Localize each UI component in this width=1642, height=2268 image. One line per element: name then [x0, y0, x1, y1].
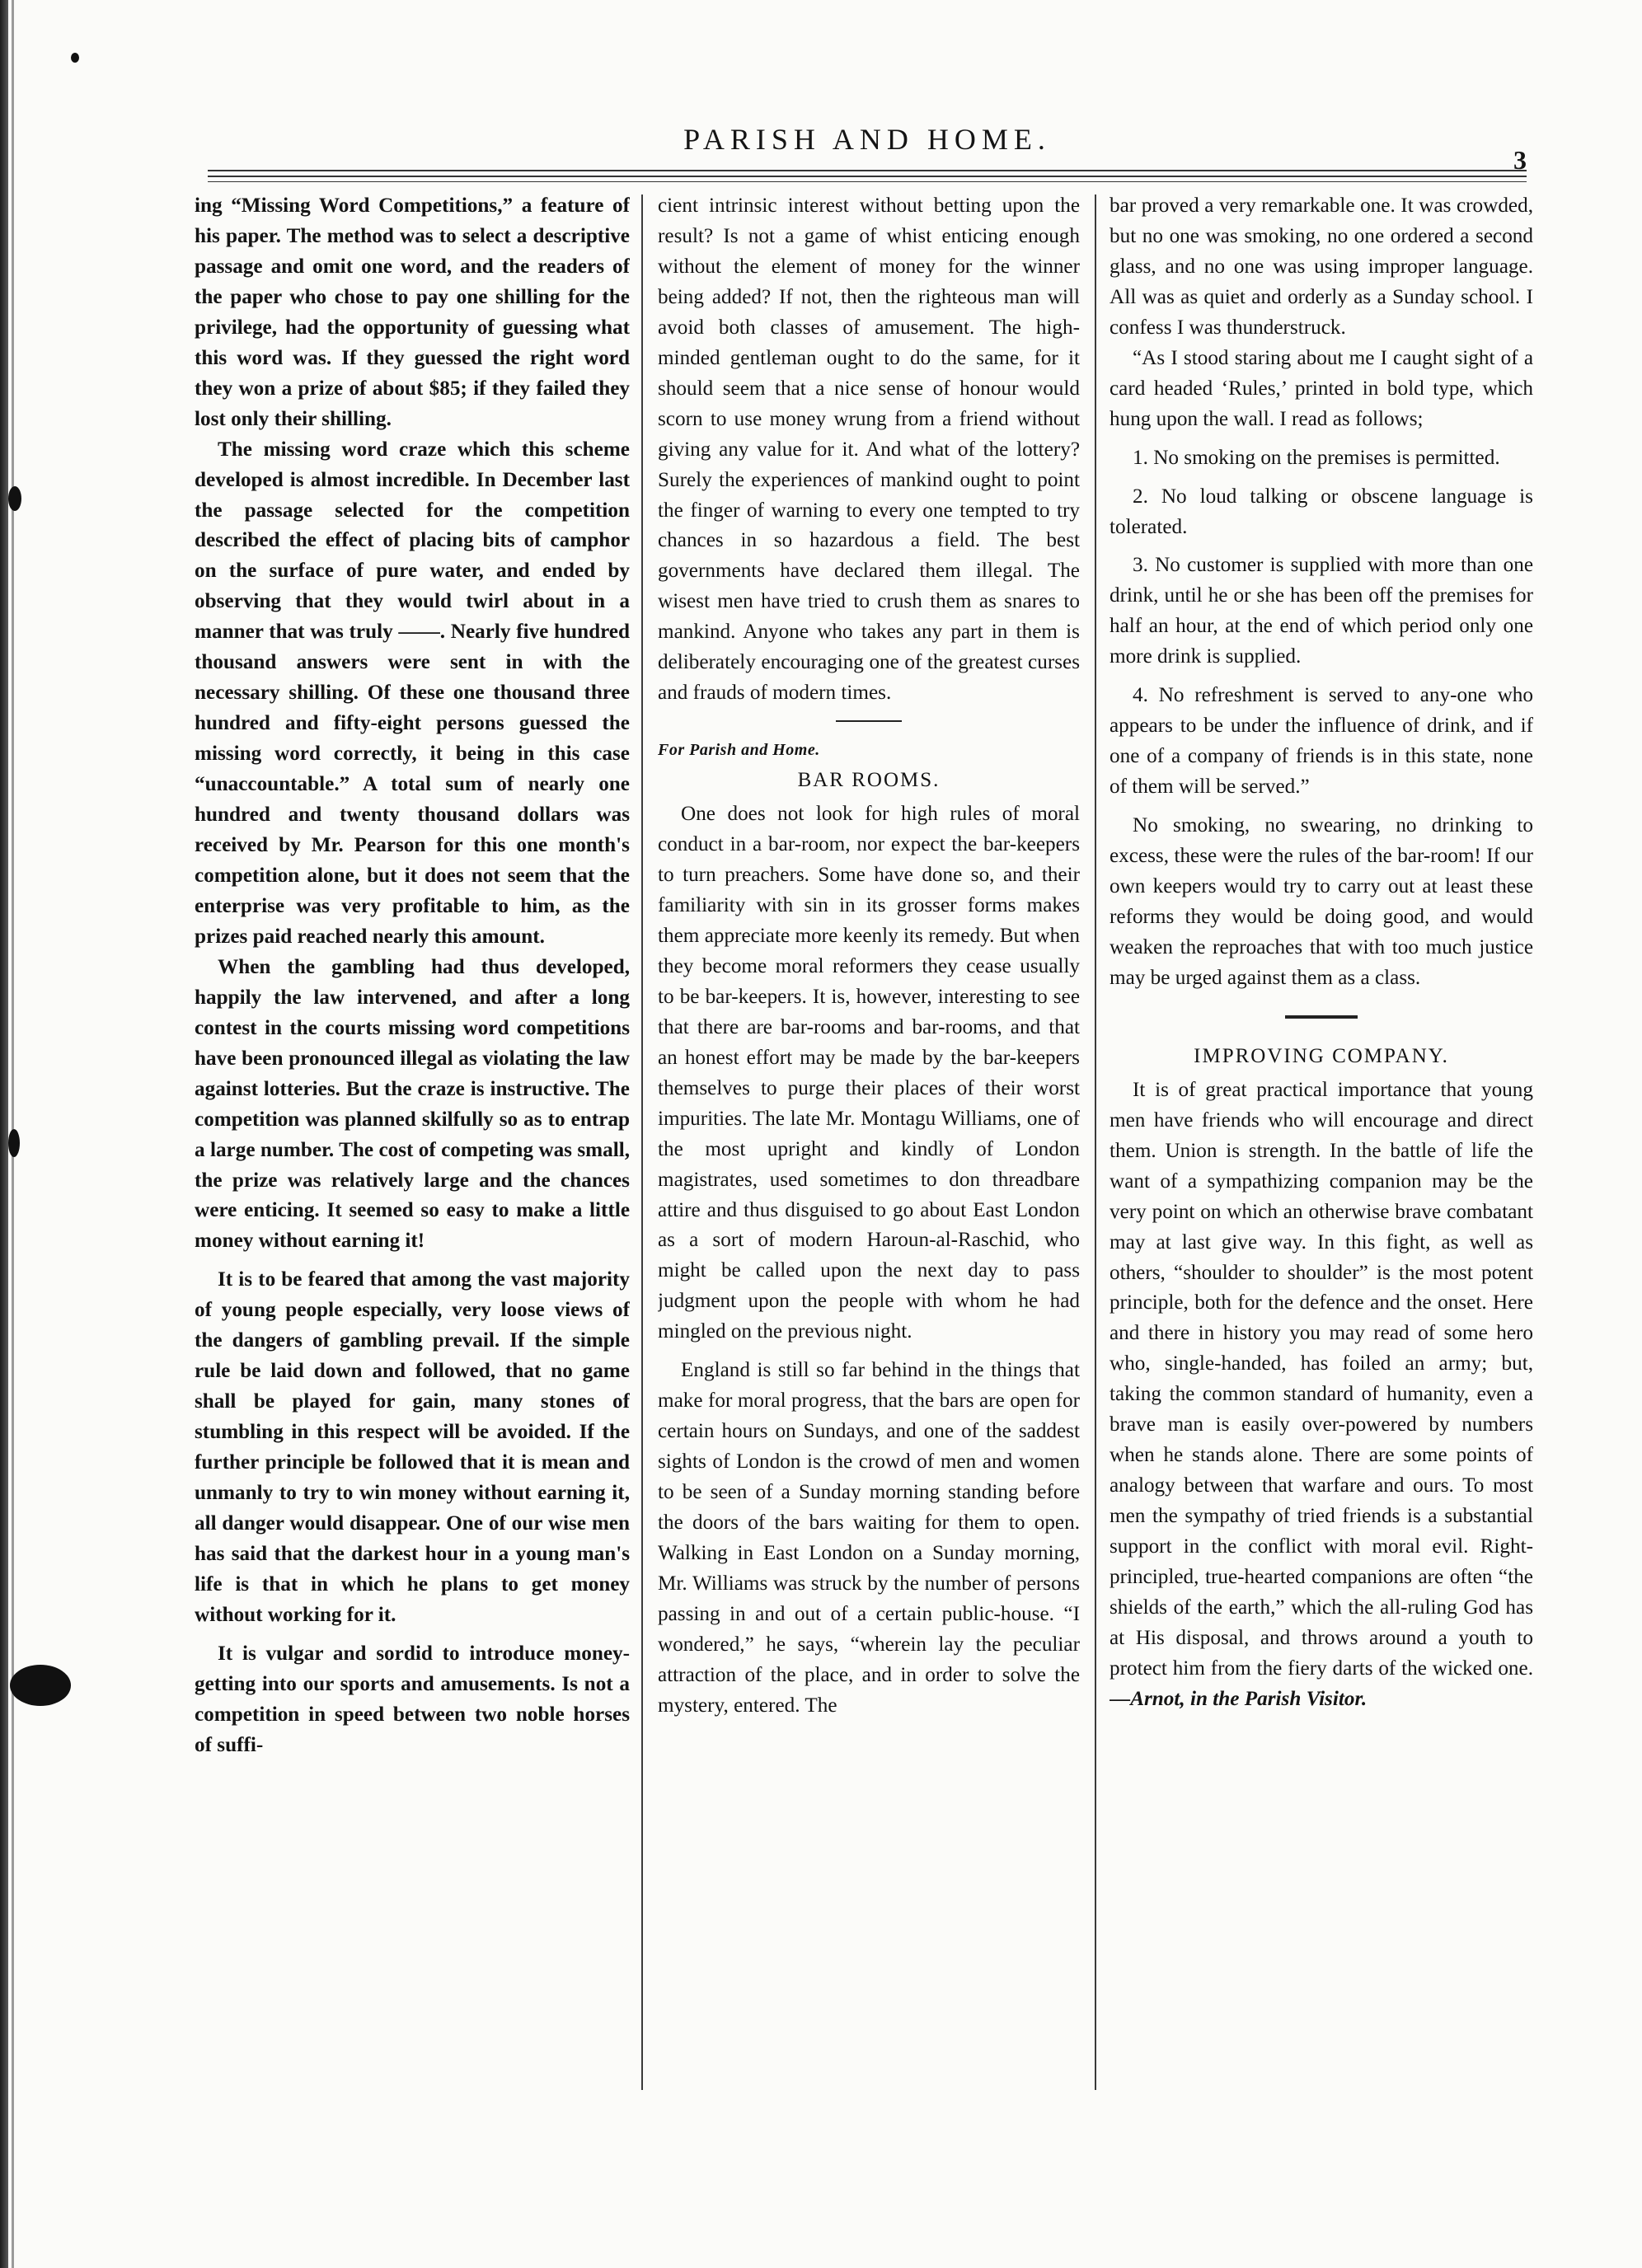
ink-blot [8, 1129, 20, 1157]
rule-item: 1. No smoking on the premises is permitted. [1133, 446, 1500, 469]
binding-edge [0, 0, 8, 2268]
rule-item: 2. No loud talking or obscene language is tolerated. [1110, 485, 1533, 538]
header-rule [208, 176, 1527, 177]
paragraph: bar proved a very remarkable one. It was crowded, but no one was smoking, no one ordered a second glass, and no one was using improper language. All was as quiet and orderly as a Sunday school. I confess I was thunderstruck. [1110, 194, 1533, 339]
page-number: 3 [1513, 145, 1527, 175]
paragraph: It is vulgar and sordid to introduce money-getting into our sports and amusements. Is not a competition in speed between two noble horses of suffi- [195, 1642, 630, 1756]
paragraph: “As I stood staring about me I caught sight of a card headed ‘Rules,’ printed in bold type, which hung upon the wall. I read as follows; [1110, 346, 1533, 430]
column-divider [641, 194, 643, 2090]
ink-blot [8, 486, 21, 511]
column-1 [195, 191, 630, 2095]
paragraph [1110, 1075, 1533, 1715]
column-2 [658, 191, 1080, 2095]
paragraph: No smoking, no swearing, no drinking to excess, these were the rules of the bar-room! If our own keepers would try to carry out at least these reforms they would be doing good, and would weaken the reproaches that with too much justice may be urged against them as a class. [1110, 814, 1533, 989]
ink-blot [10, 1665, 71, 1706]
paragraph: ing “Missing Word Competitions,” a feature of his paper. The method was to select a descriptive passage and omit one word, and the readers of the paper who chose to pay one shilling for the privilege, had the opportunity of guessing what this word was. If they guessed the right word they won a prize of about $85; if they failed they lost only their shilling. [195, 194, 630, 430]
signature: —Arnot, in the Parish Visitor. [1110, 1687, 1368, 1710]
section-heading: BAR ROOMS. [797, 769, 941, 792]
paragraph: England is still so far behind in the things that make for moral progress, that the bars are open for certain hours on Sundays, and one of the saddest sights of London is the crowd of men and women to be seen of a Sunday morning standing before the doors of the bars waiting for them to open. Walking in East London on a Sunday morning, Mr. Williams was struck by the number of persons passing in and out of a certain public-house. “I wondered,” he says, “wherein lay the peculiar attraction of the place, and in order to solve the mystery, entered. The [658, 1359, 1080, 1717]
section-separator [1285, 1015, 1358, 1019]
header-rule [208, 170, 1527, 171]
paragraph: One does not look for high rules of moral conduct in a bar-room, nor expect the bar-keepers to turn preachers. Some have done so, and their familiarity with sin in its grosser forms makes them appreciate more keenly its remedy. But when they become moral reformers they cease usually to be bar-keepers. It is, however, interesting to see that there are bar-rooms and bar-rooms, and that an honest effort may be made by the bar-keepers themselves to purge their places of their worst impurities. The late Mr. Montagu Williams, one of the most upright and kindly of London magistrates, used sometimes to don threadbare attire and thus disguised to go about East London as a sort of modern Haroun-al-Raschid, who might be called upon the next day to pass judgment upon the people with whom he had mingled on the previous night. [658, 803, 1080, 1343]
section-heading: IMPROVING COMPANY. [1194, 1044, 1449, 1067]
paragraph: It is to be feared that among the vast majority of young people especially, very loose views of the dangers of gambling prevail. If the simple rule be laid down and followed, that no game shall be played for gain, many stones of stumbling in this respect will be avoided. If the further principle be followed that it is mean and unmanly to try to win money without earning it, all danger would disappear. One of our wise men has said that the darkest hour in a young man's life is that in which he plans to get money without working for it. [195, 1268, 630, 1626]
running-head: PARISH AND HOME. [683, 123, 1051, 156]
paragraph-text: It is of great practical importance that young men have friends who will encourage and direct them. Union is strength. In the battle of life the want of a sympathizing companion may be the very point on which an otherwise brave combatant may at last give way. In this fight, as well as others, “shoulder to shoulder” is the most potent principle, both for the defence and the onset. Here and there in history you may read of some hero who, single-handed, has foiled an army; but, taking the common standard of humanity, even a brave man is easily over-powered by numbers when he stands alone. There are some points of analogy between that warfare and ours. To most men the sympathy of tried friends is a substantial support in the conflict with moral evil. Right-principled, true-hearted companions are often “the shields of the earth,” which the all-ruling God has at His disposal, and throws around a youth to protect him from the fiery darts of the wicked one. [1110, 1078, 1533, 1680]
column-divider [1095, 194, 1096, 2090]
attribution-line: For Parish and Home. [658, 741, 820, 760]
column-3 [1110, 191, 1533, 2095]
section-separator [836, 720, 902, 722]
paragraph: cient intrinsic interest without betting upon the result? Is not a game of whist enticing enough without the element of money for the winner being added? If not, then the righteous man will avoid both classes of amusement. The high-minded gentleman ought to do the same, for it should seem that a nice sense of honour would scorn to use money wrung from a friend without giving any value for it. And what of the lottery? Surely the experiences of mankind ought to point the finger of warning to every one tempted to try chances in so hazardous a field. The best governments have declared them illegal. The wisest men have tried to crush them as snares to mankind. Anyone who takes any part in them is deliberately encouraging one of the greatest curses and frauds of modern times. [658, 194, 1080, 705]
rule-item: 3. No customer is supplied with more than one drink, until he or she has been off the premises for half an hour, at the end of which period only one more drink is supplied. [1110, 554, 1533, 668]
header-rule [208, 181, 1527, 182]
rule-item: 4. No refreshment is served to any-one who appears to be under the influence of drink, and if one of a company of friends is in this state, none of them will be served.” [1110, 684, 1533, 799]
paragraph: The missing word craze which this scheme developed is almost incredible. In December last the passage selected for the competition described the effect of placing bits of camphor on the surface of pure water, and ended by observing that they would twirl about in a manner that was truly ——. Nearly five hundred thousand answers were sent in with the necessary shilling. Of these one thousand three hundred and fifty-eight persons guessed the missing word correctly, it being in this case “unaccountable.” A total sum of nearly one hundred and twenty thousand dollars was received by Mr. Pearson for this one month's competition alone, but it does not seem that the enterprise was very profitable to him, as the prizes paid reached nearly this amount. [195, 438, 630, 948]
paragraph: When the gambling had thus developed, happily the law intervened, and after a long contest in the courts missing word competitions have been pronounced illegal as violating the law against lotteries. But the craze is instructive. The competition was planned skilfully so as to entrap a large number. The cost of competing was small, the prize was relatively large and the chances were enticing. It seemed so easy to make a little money without earning it! [195, 955, 630, 1253]
ink-blot [71, 53, 79, 63]
